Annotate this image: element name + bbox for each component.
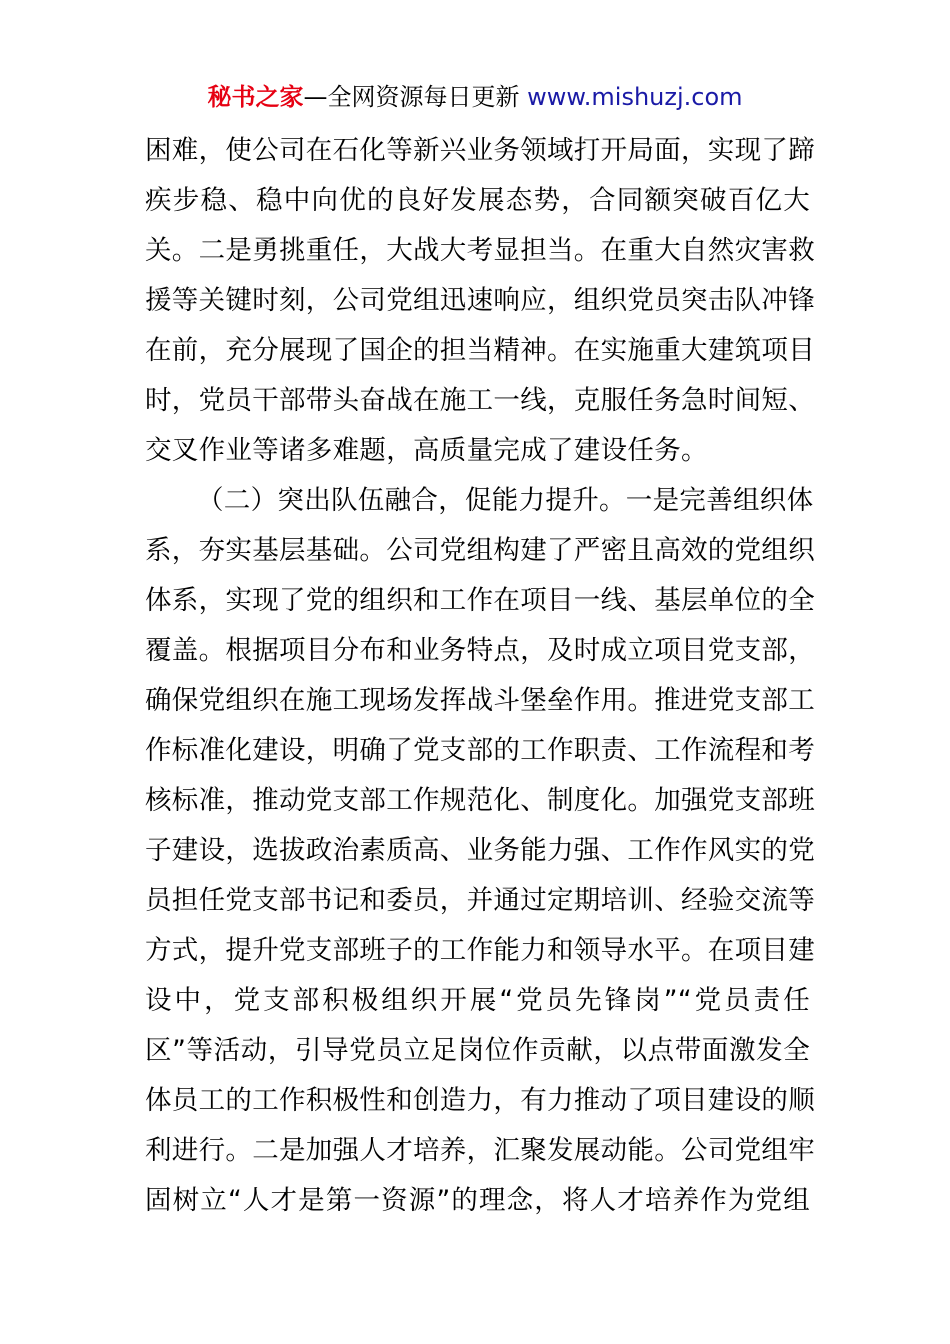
section-heading-line: （二）突出队伍融合，促能力提升。一是完善组织体 [197,485,814,516]
text-line: 疾步稳、稳中向优的良好发展态势，合同额突破百亿大 [145,185,810,216]
text-line: 系，夯实基层基础。公司党组构建了严密且高效的党组织 [145,535,815,566]
text-line: 方式，提升党支部班子的工作能力和领导水平。在项目建 [145,935,815,966]
text-line: 时，党员干部带头奋战在施工一线，克服任务急时间短、 [145,385,815,416]
text-line: 体系，实现了党的组织和工作在项目一线、基层单位的全 [145,585,815,616]
text-line: 困难，使公司在石化等新兴业务领域打开局面，实现了蹄 [145,135,815,166]
site-url-link[interactable]: www.mishuzj.com [527,83,743,111]
text-line: 体员工的工作积极性和创造力，有力推动了项目建设的顺 [145,1085,815,1116]
text-line: 员担任党支部书记和委员，并通过定期培训、经验交流等 [145,885,815,916]
site-tagline: —全网资源每日更新 [303,83,528,111]
text-line: 子建设，选拔政治素质高、业务能力强、工作作风实的党 [145,835,815,866]
text-line: 作标准化建设，明确了党支部的工作职责、工作流程和考 [145,735,815,766]
text-line: 区”等活动，引导党员立足岗位作贡献，以点带面激发全 [145,1035,810,1066]
text-line: 援等关键时刻，公司党组迅速响应，组织党员突击队冲锋 [145,285,815,316]
text-line: 关。二是勇挑重任，大战大考显担当。在重大自然灾害救 [145,235,815,266]
text-line: 设中，党支部积极组织开展“党员先锋岗”“党员责任 [145,985,810,1016]
text-line: 固树立“人才是第一资源”的理念，将人才培养作为党组 [145,1185,810,1216]
text-line: 利进行。二是加强人才培养，汇聚发展动能。公司党组牢 [145,1135,815,1166]
text-line: 覆盖。根据项目分布和业务特点，及时成立项目党支部， [145,635,815,666]
text-line: 交叉作业等诸多难题，高质量完成了建设任务。 [145,435,708,466]
site-header [0,80,950,114]
text-line: 核标准，推动党支部工作规范化、制度化。加强党支部班 [145,785,815,816]
text-line: 确保党组织在施工现场发挥战斗堡垒作用。推进党支部工 [145,685,815,716]
text-line: 在前，充分展现了国企的担当精神。在实施重大建筑项目 [145,335,815,366]
site-brand: 秘书之家 [207,83,304,111]
